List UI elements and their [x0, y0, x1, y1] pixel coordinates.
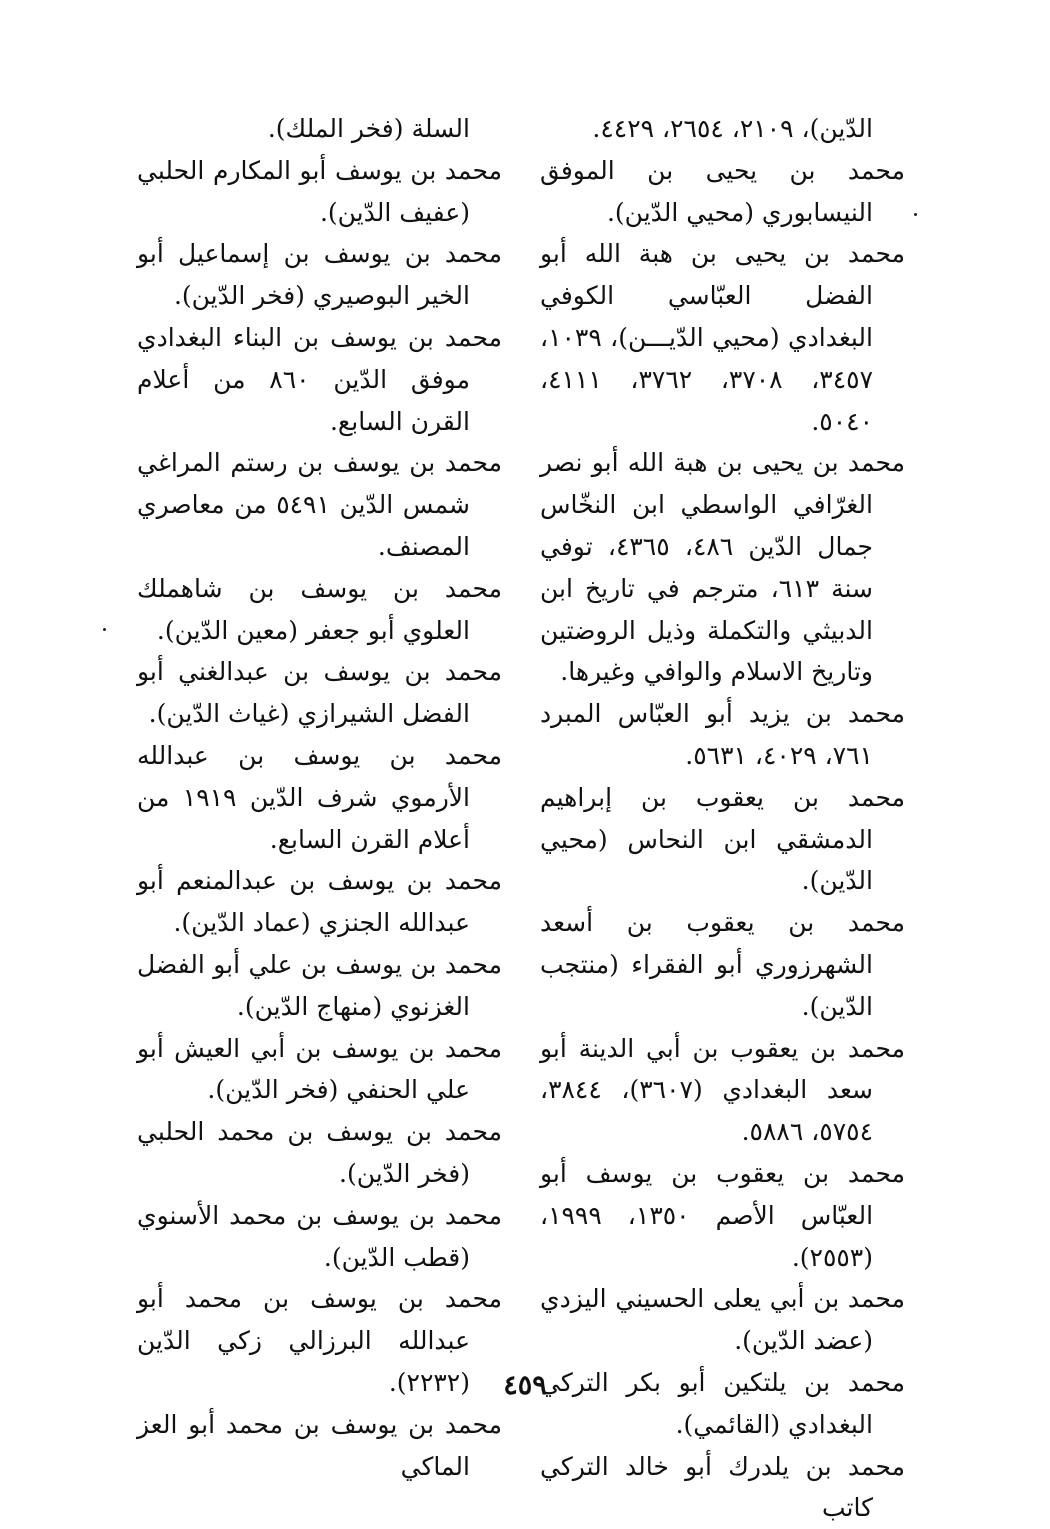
speck-mark — [103, 628, 106, 631]
index-entry: محمد بن يلدرك أبو خالد التركي كاتب — [540, 1446, 905, 1529]
left-column — [137, 108, 502, 1487]
index-entry: محمد بن يلتكين أبو بكر التركي البغدادي (القائمي). — [540, 1362, 905, 1446]
index-entry: محمد بن يوسف بن شاهملك العلوي أبو جعفر (معين الدّين). — [137, 568, 502, 652]
index-entry: محمد بن يوسف بن البناء البغدادي موفق الدّين ٨٦٠ من أعلام القرن السابع. — [137, 317, 502, 442]
index-entry: محمد بن يحيى بن هبة الله أبو نصر الغرّافي الواسطي ابن النخّاس جمال الدّين ٤٨٦، ٤٣٦٥، توفي سنة ٦١٣، مترجم في تاريخ ابن الدبيثي والتكملة وذيل الروضتين وتاريخ الاسلام والوافي وغيرها. — [540, 442, 905, 693]
index-entry: محمد بن يحيى بن هبة الله أبو الفضل العبّاسي الكوفي البغدادي (محيي الدّيـــن)، ١٠٣٩، ٣٤٥٧، ٣٧٠٨، ٣٧٦٢، ٤١١١، ٥٠٤٠. — [540, 233, 905, 442]
index-entry: السلة (فخر الملك). — [137, 108, 502, 150]
index-entry: محمد بن يوسف بن محمد الأسنوي (قطب الدّين). — [137, 1195, 502, 1279]
index-entry: محمد بن يوسف بن علي أبو الفضل الغزنوي (منهاج الدّين). — [137, 944, 502, 1028]
index-entry: محمد بن يوسف بن أبي العيش أبو علي الحنفي (فخر الدّين). — [137, 1028, 502, 1112]
speck-mark — [914, 213, 917, 216]
index-entry: محمد بن أبي يعلى الحسيني اليزدي (عضد الدّين). — [540, 1278, 905, 1362]
page-number: ٤٥٩ — [0, 1370, 1050, 1401]
index-entry: محمد بن يوسف بن عبدالغني أبو الفضل الشيرازي (غياث الدّين). — [137, 651, 502, 735]
index-entry: محمد بن يوسف أبو المكارم الحلبي (عفيف الدّين). — [137, 150, 502, 234]
index-entry: محمد بن يحيى بن الموفق النيسابوري (محيي الدّين). — [540, 150, 905, 234]
index-entry: محمد بن يوسف بن عبدالمنعم أبو عبدالله الجنزي (عماد الدّين). — [137, 860, 502, 944]
index-entry: محمد بن يوسف بن محمد الحلبي (فخر الدّين). — [137, 1111, 502, 1195]
index-entry: محمد بن يعقوب بن أبي الدينة أبو سعد البغدادي (٣٦٠٧)، ٣٨٤٤، ٥٧٥٤، ٥٨٨٦. — [540, 1028, 905, 1153]
index-entry: محمد بن يعقوب بن يوسف أبو العبّاس الأصم ١٣٥٠، ١٩٩٩، (٢٥٥٣). — [540, 1153, 905, 1278]
index-entry: محمد بن يوسف بن إسماعيل أبو الخير البوصيري (فخر الدّين). — [137, 233, 502, 317]
index-entry: محمد بن يوسف بن رستم المراغي شمس الدّين ٥٤٩١ من معاصري المصنف. — [137, 442, 502, 567]
index-entry: محمد بن يوسف بن عبدالله الأرموي شرف الدّين ١٩١٩ من أعلام القرن السابع. — [137, 735, 502, 860]
right-column — [540, 108, 905, 1529]
index-entry: محمد بن يوسف بن محمد أبو العز الماكي — [137, 1404, 502, 1488]
index-entry: محمد بن يوسف بن محمد أبو عبدالله البرزالي زكي الدّين (٢٢٣٢). — [137, 1278, 502, 1403]
index-entry: محمد بن يعقوب بن إبراهيم الدمشقي ابن النحاس (محيي الدّين). — [540, 777, 905, 902]
index-entry: الدّين)، ٢١٠٩، ٢٦٥٤، ٤٤٢٩. — [540, 108, 905, 150]
index-entry: محمد بن يزيد أبو العبّاس المبرد ٧٦١، ٤٠٢٩، ٥٦٣١. — [540, 693, 905, 777]
index-entry: محمد بن يعقوب بن أسعد الشهرزوري أبو الفقراء (منتجب الدّين). — [540, 902, 905, 1027]
